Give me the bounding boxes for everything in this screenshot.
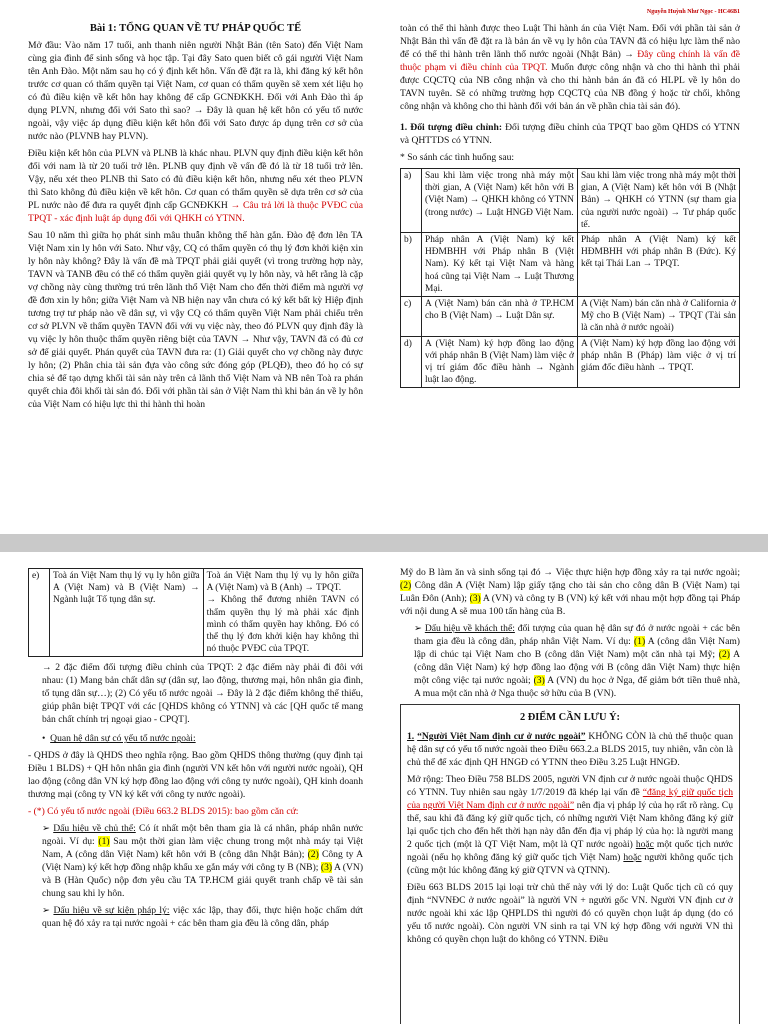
foreign-element-paragraph: - (*) Có yếu tố nước ngoài (Điều 663.2 BLDS 2015): bao gồm căn cứ:	[28, 806, 299, 818]
note-extension-highlight: “đăng ký giữ quốc tịch của người Việt Nam định cư ở nước ngoài”	[407, 787, 734, 811]
row-label: d)	[401, 336, 422, 388]
note-extension-paragraph	[407, 773, 733, 877]
example-text: A (VN) du học ở Nga, để giảm bớt tiền thuê nhà, A mua một căn nhà ở Nga thuộc sở hữu của B (VN).	[414, 675, 740, 699]
subject-sign-heading: Dấu hiệu về chủ thể:	[53, 823, 136, 835]
note-article-663-paragraph: Điều 663 BLDS 2015 lại loại trừ chủ thể này với lý do: Luật Quốc tịch cũ có quy định “NVNĐC ở nước ngoài” là người VN + người gốc VN. Người VN định cư ở nước ngoài khi xác lập QHPLDS thì người đó có quyền chọn luật áp dụng (do có yếu tố nước ngoài). Còn người VN sinh ra tại VN ký hợp đồng với người VN thì không có quyền chọn luật do không có YTNN. Điều	[407, 882, 733, 945]
row-foreign-case-note: → Không thể đương nhiên TAVN có thẩm quyền thụ lý mà phải xác định mình có thẩm quyền hay không. Đó có thể thụ lý đơn khởi kiện hay không thì nó thuộc PVĐC của TPQT.	[206, 595, 359, 655]
example-text: Sau một thời gian làm việc chung trong một nhà máy tại Việt Nam, A (công dân Việt Nam) kết hôn với B (công dân Nhật Bản);	[42, 836, 363, 861]
note-extension-text: người không quốc tịch (cũng một lúc không đăng ký giữ QTVN và QTNN).	[407, 852, 733, 876]
author-header: Nguyễn Huỳnh Như Ngọc - HC46B1	[646, 9, 740, 15]
page2-right-column	[400, 566, 740, 1024]
enforcement-text-a: toàn có thể thi hành được theo Luật Thi hành án của Việt Nam. Đối với phần tài sản ở Nhật Bản thì vấn đề đặt ra là bản án về vụ ly hôn của TAVN đã có hiệu lực làm thế nào để có thể thi hành trên lãnh thổ nước ngoài (Nhật Bản) →	[400, 23, 740, 60]
notes-box-title: 2 ĐIỂM CẦN LƯU Ý:	[519, 712, 621, 723]
row-label: c)	[401, 297, 422, 337]
intro-paragraph: Mở đầu: Vào năm 17 tuổi, anh thanh niên người Nhật Bản (tên Sato) đến Việt Nam cùng gia đình để sinh sống và học tập. Tại đây Sato quen biết cô gái người Việt Nam tên Anh Đào. Một năm sau họ có ý định kết hôn. Vấn đề đặt ra là, khi đăng ký kết hôn trước cơ quan có thẩm quyền tại Việt Nam, cơ quan có thẩm quyền sẽ xem xét liệu họ có đủ điều kiện về kết hôn hay không để cấp GCNĐKKH. Đối với Anh Đào thì áp dụng PLVN, nhưng đối với Sato thì sao? → Đây là quan hệ kết hôn có yếu tố nước ngoài, vậy việc áp dụng điều kiện kết hôn đối với Sato được áp dụng trên cơ sở của nước nào (PLVNB hay PLVN).	[28, 40, 363, 142]
row-foreign-case-text: Toà án Việt Nam thụ lý vụ ly hôn giữa A (Việt Nam) và B (Anh) → TPQT.	[206, 571, 359, 594]
section-1-paragraph	[400, 121, 740, 147]
table-row	[401, 233, 740, 297]
example-number: (1)	[633, 636, 646, 647]
comparison-table	[400, 168, 740, 388]
page1-right-column	[400, 22, 740, 392]
compare-intro: * So sánh các tình huống sau:	[400, 152, 515, 163]
section-1-text: Đối tượng điều chỉnh của TPQT bao gồm QHDS có YTNN và QHTTDS có YTNN.	[400, 122, 741, 146]
legal-event-sign-heading: Dấu hiệu về sự kiện pháp lý:	[53, 905, 170, 917]
note-1-text: KHÔNG CÒN là chủ thể thuộc quan hệ dân sự có yếu tố nước ngoài theo Điều 663.2.a BLDS 2015, tuy nhiên, vẫn còn là chủ thể để xác định QH HNGĐ có YTNN theo Điều 3.25 Luật HNGĐ.	[407, 731, 733, 768]
row-label: e)	[29, 569, 50, 657]
example-number: (2)	[307, 849, 319, 861]
section-1-heading: 1. Đối tượng điều chỉnh:	[400, 122, 503, 133]
civil-relations-paragraph: - QHDS ở đây là QHDS theo nghĩa rộng. Bao gồm QHDS thông thường (quy định tại Điều 1 BLDS) + QH hôn nhân gia đình (người VN kết hôn với người nước ngoài), QH lao động (công dân VN ký hợp đồng lao động với công ty nước ngoài), QH kinh doanh thương mại (công ty VN ký kết với công ty nước ngoài).	[28, 750, 363, 801]
bullet-heading: Quan hệ dân sự có yếu tố nước ngoài:	[50, 733, 196, 745]
comparison-table-continued	[28, 568, 363, 657]
table-row	[401, 297, 740, 337]
example-text: A (công dân Việt Nam) ký hợp đồng lao động với B (công dân Việt Nam) thực hiện một công việc tại nước ngoài;	[414, 649, 741, 686]
example-text: A (công dân Việt Nam) lập di chúc tại Việt Nam cho B (công dân Việt Nam) một căn nhà tại Mỹ;	[414, 636, 740, 660]
row-foreign-case: Pháp nhân A (Việt Nam) ký kết HĐMBHH với pháp nhân B (Đức). Ký kết tại Thái Lan → TPQT.	[577, 233, 739, 297]
row-domestic-case: Toà án Việt Nam thụ lý vụ ly hôn giữa A (Việt Nam) và B (Việt Nam) → Ngành luật Tố tụng dân sự.	[50, 569, 204, 657]
legal-event-sign-paragraph	[28, 904, 363, 930]
page2-left-column	[28, 566, 363, 934]
row-domestic-case: Sau khi làm việc trong nhà máy một thời gian, A (Việt Nam) kết hôn với B (Việt Nam) → QHKH không có YTNN (trong nước) → Luật HNGĐ Việt Nam.	[422, 169, 578, 233]
example-number: (2)	[400, 580, 412, 591]
legal-event-examples	[400, 566, 740, 618]
enforcement-text-b: Muốn được công nhận và cho thi hành thì phải được CQCTQ của NB công nhận và cho thi hành bản án đã có HLPL về ly hôn do TAVN tuyên. Sẽ có những trường hợp CQCTQ của NB đồng ý hoặc từ chối, không công nhận và không cho thi hành đối với bản án về phần chia tài sản đó).	[400, 62, 740, 112]
example-number: (1)	[98, 836, 110, 848]
bullet-civil-relations	[28, 732, 363, 745]
enforcement-scope-note: Đây cũng chính là vấn đề thuộc phạm vi điều chỉnh của TPQT.	[400, 49, 740, 73]
marriage-condition-answer: → Câu trả lời là thuộc PVĐC của TPQT - xác định luật áp dụng đối với QHKH có YTNN.	[28, 200, 363, 224]
example-text: Mỹ do B làm ăn và sinh sống tại đó → Việc thực hiện hợp đồng xảy ra tại nước ngoài;	[400, 567, 740, 578]
note-number: 1.	[407, 731, 415, 742]
row-foreign-case: A (Việt Nam) bán căn nhà ở California ở Mỹ cho B (Việt Nam) → TPQT (Tài sản là căn nhà ở nước ngoài)	[577, 297, 739, 337]
object-sign-heading: Dấu hiệu về khách thể:	[424, 623, 515, 634]
note-1-paragraph	[407, 730, 733, 769]
marriage-condition-text: Điều kiện kết hôn của PLVN và PLNB là khác nhau. PLVN quy định điều kiện kết hôn đối với nam là từ 20 tuổi trở lên. PLNB quy định về vấn đề đó là từ 18 tuổi trở lên. Vậy, nếu xét theo PLNB thì Sato có đủ điều kiện kết hôn, nhưng nếu xét theo PLVN thì Sato không đủ điều kiện về kết hôn. Cơ quan có thẩm quyền sẽ dựa trên cơ sở của PL nước nào để đưa ra quyết định cấp GCNĐKKH	[28, 148, 363, 211]
table-row	[401, 169, 740, 233]
example-number: (3)	[469, 593, 481, 604]
example-number: (2)	[718, 649, 730, 660]
row-foreign-case	[203, 569, 362, 657]
example-text: Công dân A (Việt Nam) lập giấy tặng cho tài sản cho công dân B (Việt Nam) tại Luân Đôn (Anh);	[400, 580, 740, 604]
row-label: a)	[401, 169, 422, 233]
subject-sign-paragraph	[28, 822, 363, 900]
example-number: (3)	[320, 862, 333, 874]
example-text: Công ty A (Việt Nam) ký kết hợp đồng nhập khẩu xe gắn máy với công ty B (NB);	[42, 849, 364, 874]
object-sign-text: đối tượng của quan hệ dân sự đó ở nước ngoài + các bên tham gia đều là công dân, pháp nhân Việt Nam. Ví dụ:	[414, 623, 741, 647]
document-page-2	[0, 552, 768, 1024]
note-or-keyword: hoặc	[623, 852, 642, 863]
note-extension-text: nên địa vị pháp lý của họ rất rõ ràng. Cụ thể, sau khi đã đăng ký giữ quốc tịch, có những người Việt Nam không đăng ký giữ lại quốc tịch cho đến hết thời hạn này dẫn đến địa vị pháp lý của họ: là người mang 2 quốc tịch (một là QT Việt Nam, một là QT nước ngoài)	[407, 800, 733, 850]
row-foreign-case: Sau khi làm việc trong nhà máy một thời gian, A (Việt Nam) kết hôn với B (Nhật Bản) → QHKH có YTNN (sự tham gia của người nước ngoài) → Tư pháp quốc tế.	[577, 169, 739, 233]
arrow-bullet-icon: ➢	[42, 823, 54, 835]
note-extension-text: Mở rộng: Theo Điều 758 BLDS 2005, người VN định cư ở nước ngoài thuộc QHDS có YTNN. Tuy nhiên sau ngày 1/7/2019 đã khép lại vấn đề	[407, 774, 733, 798]
row-domestic-case: Pháp nhân A (Việt Nam) ký kết HĐMBHH với Pháp nhân B (Việt Nam). Ký kết tại Việt Nam và hàng hoá cũng tại Việt Nam → Luật Thương Mại.	[422, 233, 578, 297]
arrow-bullet-icon: ➢	[42, 905, 54, 917]
bullet-icon: •	[42, 733, 51, 745]
marriage-condition-paragraph	[28, 147, 363, 225]
example-number: (3)	[533, 675, 545, 686]
divorce-paragraph: Sau 10 năm thì giữa họ phát sinh mâu thuẫn không thể hàn gắn. Đào đệ đơn lên TA Việt Nam xin ly hôn với Sato. Như vậy, CQ có thẩm quyền có thụ lý đơn khởi kiện xin ly hôn này không? Đây là vấn đề mà TPQT phải giải quyết (vì trong trường hợp này, TAVN và TANB đều có thể có thẩm quyền giải quyết vụ ly hôn này, và hết rằng là cặp vợ chồng này cùng thường trú trên lãnh thổ Việt Nam cho đến thời điểm mà người vợ đề đơn xin ly hôn; giữa Việt Nam và NB hiện nay vẫn chưa có ký kết bất kỳ Hiệp định tương trợ tư pháp nào về dân sự, vì vậy CQ có thẩm quyền Việt Nam phải chiếu trên cơ sở PLVN về thẩm quyền TAVN đối với vụ việc này, theo đó PLVN quy định đây là vụ việc ly hôn thuộc thẩm quyền riêng biệt của TAVN → Như vậy, TAVN đã có đủ cơ sở để giải quyết. Phán quyết của TAVN đưa ra: (1) Giải quyết cho vợ chồng này được ly hôn; (2) Phân chia tài sản đựa vào công sức đóng góp (PLQĐ), theo đó họ có sự chia sẻ để tạo dựng khối tài sản này trên cả lãnh thổ Việt Nam và NB nên Toà ra phán quyết chia đôi khối tài sản đó. Đối với phần tài sản ở Việt Nam thì khi bản án về ly hôn của Việt Nam có hiệu lực thì thi hành thì hoàn	[28, 230, 363, 410]
page1-left-column	[28, 22, 363, 415]
table-row	[29, 569, 363, 657]
example-text: A (VN) và công ty B (VN) ký kết với nhau một hợp đồng tại Pháp với nội dung A sẽ mua 100 tấn hàng của B.	[400, 593, 741, 617]
row-domestic-case: A (Việt Nam) bán căn nhà ở TP.HCM cho B (Việt Nam) → Luật Dân sự.	[422, 297, 578, 337]
row-label: b)	[401, 233, 422, 297]
note-extension-text: một quốc tịch nước ngoài (nếu họ không đăng ký giữ quốc tịch Việt Nam)	[407, 839, 734, 863]
table-row	[401, 336, 740, 388]
row-foreign-case: A (Việt Nam) ký hợp đồng lao động với pháp nhân B (Pháp) làm việc ở vị trí giám đốc điều hành → TPQT.	[577, 336, 739, 388]
example-text: A (VN) và B (Hàn Quốc) nộp đơn yêu cầu TA TP.HCM giải quyết tranh chấp về tài sản chung sau khi ly hôn.	[42, 862, 364, 900]
page-title: Bài 1: TỔNG QUAN VỀ TƯ PHÁP QUỐC TẾ	[89, 23, 302, 34]
subject-sign-text: Có ít nhất một bên tham gia là cá nhân, pháp nhân nước ngoài. Ví dụ:	[42, 823, 363, 848]
object-sign-paragraph	[400, 622, 740, 700]
row-domestic-case: A (Việt Nam) ký hợp đồng lao động với pháp nhân B (Việt Nam) làm việc ở vị trí giám đốc điều hành → Ngành luật lao động.	[422, 336, 578, 388]
legal-event-sign-text: việc xác lập, thay đổi, thực hiện hoặc chấm dứt quan hệ đó xảy ra tại nước ngoài + các bên tham gia đều là công dân, pháp	[42, 905, 363, 930]
page-separator	[0, 534, 768, 552]
arrow-bullet-icon: ➢	[414, 623, 425, 634]
note-1-heading: “Người Việt Nam định cư ở nước ngoài”	[417, 731, 586, 742]
notes-box	[400, 704, 740, 1024]
note-or-keyword: hoặc	[635, 839, 654, 850]
enforcement-paragraph	[400, 22, 740, 113]
two-features-paragraph: → 2 đặc điểm đối tượng điều chỉnh của TPQT: 2 đặc điểm này phải đi đôi với nhau: (1) Mang bản chất dân sự (dân sự, lao động, thương mại, hôn nhân gia đình, tố tụng dân sự…); (2) Có yếu tố nước ngoài → Đây là 2 đặc điểm không thể thiếu, giúp phân biệt TPQT với các [QHDS không có YTNN] và các [QH quốc tế mang bản chất chính trị ngoại giao - CPQT].	[42, 662, 363, 726]
